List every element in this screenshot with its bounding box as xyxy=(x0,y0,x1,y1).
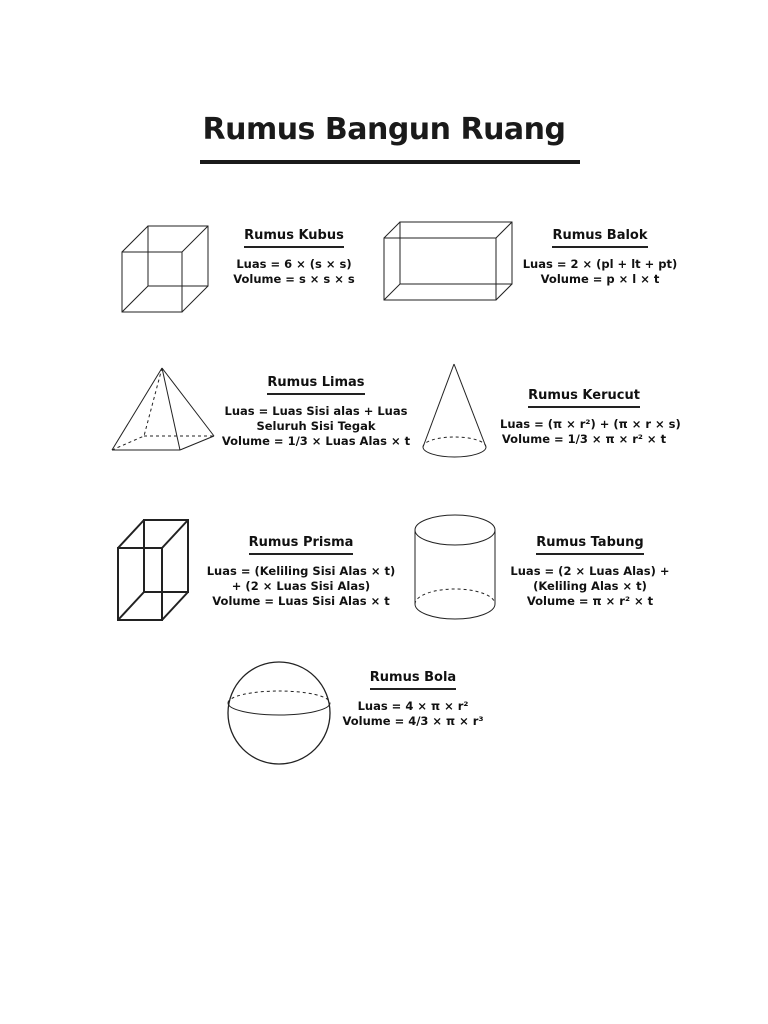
cone-icon xyxy=(420,362,490,462)
limas-formula xyxy=(218,371,414,449)
limas-luas: Luas = Luas Sisi alas + Luas xyxy=(224,404,408,418)
kubus-luas: Luas = 6 × (s × s) xyxy=(236,257,352,271)
balok-heading: Rumus Balok xyxy=(552,228,647,248)
cuboid-icon xyxy=(382,220,517,305)
kerucut-luas: Luas = (π × r²) + (π × r × s) xyxy=(500,417,681,431)
bola-heading: Rumus Bola xyxy=(370,670,456,690)
bola-volume: Volume = 4/3 × π × r³ xyxy=(342,714,484,728)
prisma-formula xyxy=(200,531,402,609)
kubus-heading: Rumus Kubus xyxy=(244,228,344,248)
pyramid-icon xyxy=(110,366,218,456)
bola-formula xyxy=(338,666,488,729)
kerucut-formula xyxy=(500,384,681,447)
limas-heading: Rumus Limas xyxy=(267,375,364,395)
bola-luas: Luas = 4 × π × r² xyxy=(357,699,469,713)
tabung-formula xyxy=(506,531,674,609)
prisma-luas-cont: + (2 × Luas Sisi Alas) xyxy=(231,579,371,593)
tabung-luas-cont: (Keliling Alas × t) xyxy=(533,579,647,593)
sphere-icon xyxy=(224,658,334,768)
tabung-luas: Luas = (2 × Luas Alas) + xyxy=(510,564,670,578)
balok-formula xyxy=(520,224,680,287)
limas-luas-cont: Seluruh Sisi Tegak xyxy=(256,419,376,433)
tabung-volume: Volume = π × r² × t xyxy=(526,594,654,608)
prisma-heading: Rumus Prisma xyxy=(249,535,354,555)
balok-volume: Volume = p × l × t xyxy=(540,272,660,286)
tabung-heading: Rumus Tabung xyxy=(536,535,643,555)
cube-icon xyxy=(118,222,213,317)
kerucut-volume: Volume = 1/3 × π × r² × t xyxy=(501,432,667,446)
balok-luas: Luas = 2 × (pl + lt + pt) xyxy=(522,257,678,271)
kubus-volume: Volume = s × s × s xyxy=(233,272,355,286)
prisma-luas: Luas = (Keliling Sisi Alas × t) xyxy=(206,564,396,578)
title-underline xyxy=(200,160,580,164)
prisma-volume: Volume = Luas Sisi Alas × t xyxy=(212,594,390,608)
cylinder-icon xyxy=(412,512,500,624)
kerucut-heading: Rumus Kerucut xyxy=(528,388,640,408)
limas-volume: Volume = 1/3 × Luas Alas × t xyxy=(221,434,411,448)
kubus-formula xyxy=(228,224,360,287)
prism-icon xyxy=(116,518,192,626)
page-title: Rumus Bangun Ruang xyxy=(202,112,566,147)
page-title-wrap xyxy=(0,112,768,147)
